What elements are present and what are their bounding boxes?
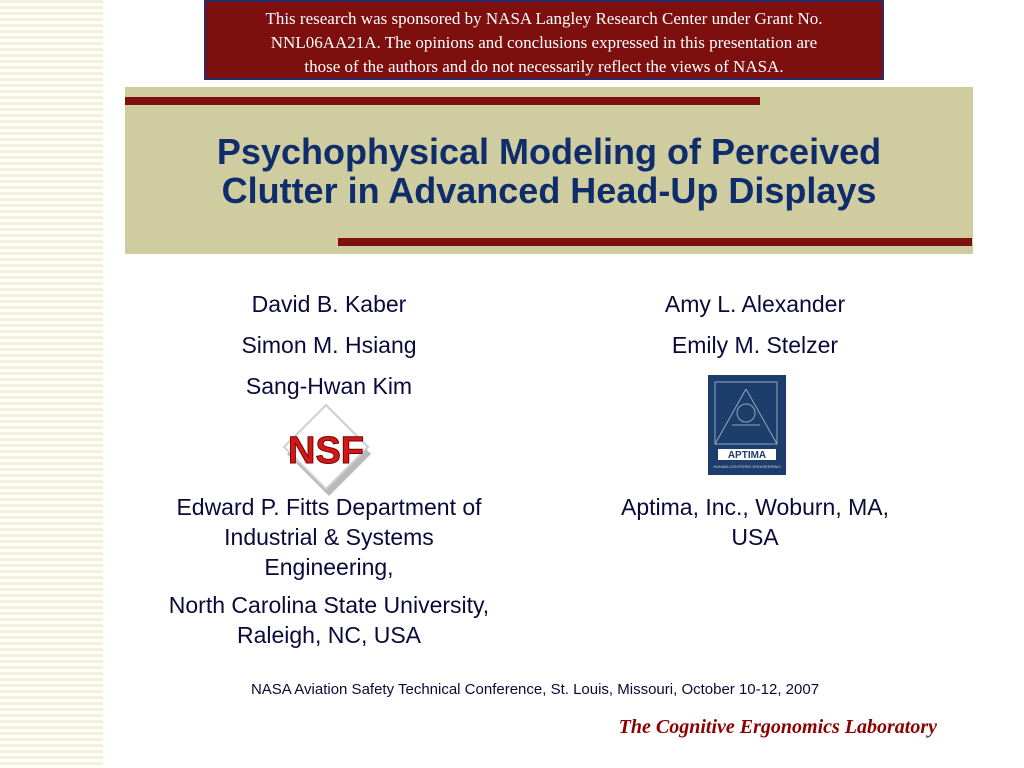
title-line-1: Psychophysical Modeling of Perceived bbox=[216, 131, 882, 172]
sponsorship-notice bbox=[204, 0, 884, 80]
notice-line: NNL06AA21A. The opinions and conclusions expressed in this presentation are bbox=[270, 33, 818, 52]
right-affiliation bbox=[585, 492, 925, 552]
left-affiliation bbox=[140, 492, 518, 650]
affiliation-line: Engineering, bbox=[264, 554, 394, 580]
conference-footer: NASA Aviation Safety Technical Conference, St. Louis, Missouri, October 10-12, 2007 bbox=[250, 681, 820, 698]
author-name: Amy L. Alexander bbox=[664, 291, 846, 317]
nsf-logo-text: NSF bbox=[288, 430, 364, 472]
title-top-bar bbox=[125, 97, 760, 105]
left-stripe-decoration bbox=[0, 0, 103, 768]
affiliation-line: North Carolina State University, bbox=[168, 592, 490, 618]
author-name: Sang-Hwan Kim bbox=[245, 373, 413, 399]
left-authors bbox=[170, 284, 488, 407]
author-name: Emily M. Stelzer bbox=[671, 332, 839, 358]
affiliation-line: Raleigh, NC, USA bbox=[236, 622, 422, 648]
aptima-logo-subtext: HUMAN-CENTERED ENGINEERING bbox=[713, 464, 781, 469]
author-name: David B. Kaber bbox=[251, 291, 407, 317]
title-line-2: Clutter in Advanced Head-Up Displays bbox=[221, 170, 877, 211]
affiliation-line: Aptima, Inc., Woburn, MA, bbox=[620, 494, 889, 520]
aptima-logo-text: APTIMA bbox=[727, 450, 767, 461]
affiliation-line: Edward P. Fitts Department of bbox=[176, 494, 482, 520]
nsf-logo bbox=[278, 403, 374, 499]
slide-title bbox=[125, 132, 973, 210]
title-bottom-bar bbox=[338, 238, 972, 246]
affiliation-line: USA bbox=[731, 524, 779, 550]
notice-line: those of the authors and do not necessarily reflect the views of NASA. bbox=[304, 57, 784, 76]
notice-line: This research was sponsored by NASA Langley Research Center under Grant No. bbox=[265, 9, 823, 28]
aptima-logo bbox=[708, 375, 786, 475]
author-name: Simon M. Hsiang bbox=[241, 332, 417, 358]
affiliation-line: Industrial & Systems bbox=[224, 524, 434, 550]
lab-name: The Cognitive Ergonomics Laboratory bbox=[618, 716, 937, 738]
right-authors bbox=[585, 284, 925, 366]
